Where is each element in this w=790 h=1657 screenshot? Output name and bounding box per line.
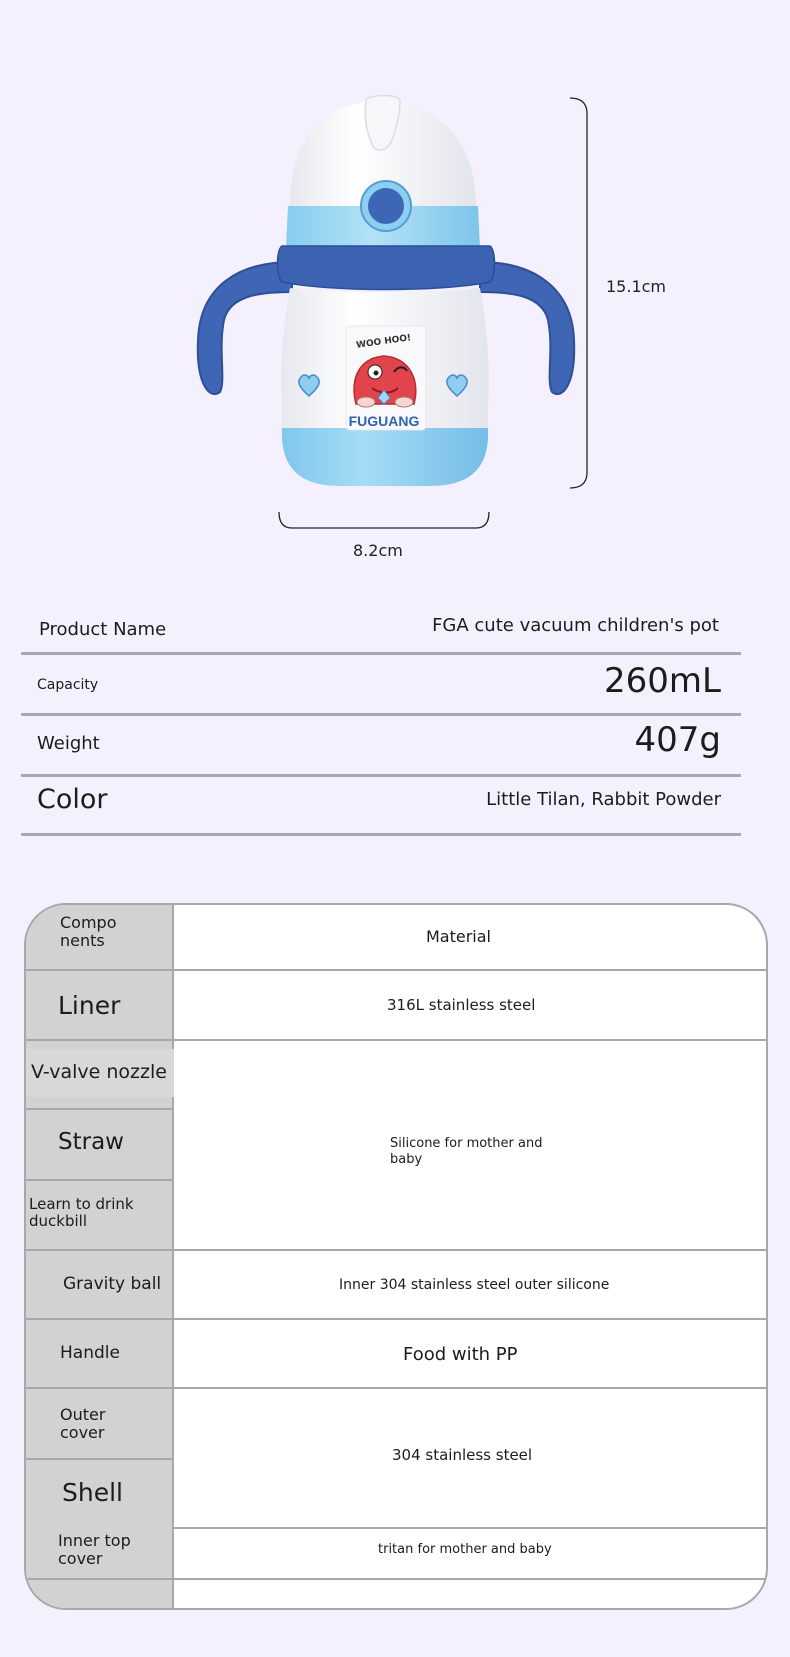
material-silicone-line1: Silicone for mother and (390, 1136, 543, 1151)
height-bracket (570, 98, 587, 488)
header-components (60, 914, 117, 949)
row-divider (26, 1039, 766, 1041)
row-divider (172, 1527, 766, 1529)
row-divider (26, 1108, 172, 1110)
component-inner-top-line1: Inner top (58, 1531, 131, 1550)
row-divider (26, 1318, 766, 1320)
row-divider (26, 1458, 172, 1460)
component-v-valve-nozzle: V-valve nozzle (26, 1049, 174, 1097)
right-handle (480, 262, 574, 394)
component-handle: Handle (60, 1343, 120, 1363)
material-tritan: tritan for mother and baby (378, 1542, 552, 1557)
height-dimension-label: 15.1cm (606, 277, 667, 296)
row-divider (26, 1179, 172, 1181)
component-duckbill (29, 1196, 134, 1229)
row-divider (26, 969, 766, 971)
sippy-cup-image (0, 0, 790, 560)
row-divider (26, 1578, 766, 1580)
material-handle: Food with PP (403, 1344, 518, 1365)
component-gravity-ball: Gravity ball (63, 1274, 162, 1294)
spec-row-color (21, 777, 741, 836)
cup-base (282, 428, 488, 486)
left-handle (198, 262, 292, 394)
lid-text: WOO HOO! (355, 333, 412, 351)
spec-label-weight: Weight (37, 733, 100, 754)
header-material: Material (426, 927, 491, 946)
spec-value-product-name: FGA cute vacuum children's pot (432, 615, 719, 636)
spec-value-weight: 407g (634, 720, 721, 760)
component-shell: Shell (62, 1478, 123, 1507)
brand-logo-text: FUGUANG (348, 413, 420, 429)
spec-row-weight (21, 716, 741, 777)
component-inner-top-cover (58, 1532, 131, 1567)
material-304-steel: 304 stainless steel (392, 1446, 533, 1464)
component-duckbill-line1: Learn to drink (29, 1195, 134, 1213)
spec-row-capacity (21, 655, 741, 716)
material-gravity-ball: Inner 304 stainless steel outer silicone (339, 1277, 610, 1293)
spec-value-color: Little Tilan, Rabbit Powder (486, 789, 721, 810)
width-dimension-label: 8.2cm (353, 541, 403, 560)
product-illustration (0, 0, 790, 560)
spec-value-capacity: 260mL (604, 661, 721, 701)
component-outer-cover-line1: Outer (60, 1405, 106, 1424)
component-duckbill-line2: duckbill (29, 1211, 87, 1230)
material-silicone (390, 1136, 542, 1167)
component-straw: Straw (58, 1129, 124, 1155)
header-components-line1: Compo (60, 913, 117, 932)
component-outer-cover-line2: cover (60, 1422, 105, 1442)
material-table (24, 903, 768, 1610)
material-liner: 316L stainless steel (387, 996, 536, 1014)
spec-label-color: Color (37, 784, 108, 815)
lid-button (368, 188, 404, 224)
spec-row-product-name (21, 605, 741, 655)
collar (278, 246, 495, 290)
width-bracket (279, 512, 489, 528)
component-liner: Liner (58, 991, 121, 1020)
row-divider (26, 1249, 766, 1251)
spec-label-capacity: Capacity (37, 677, 99, 693)
material-silicone-line2: baby (390, 1151, 423, 1167)
spec-label-product-name: Product Name (39, 619, 167, 640)
header-components-line2: nents (60, 930, 105, 950)
component-inner-top-line2: cover (58, 1548, 103, 1568)
row-divider (26, 1387, 766, 1389)
column-divider (172, 905, 174, 1608)
component-outer-cover (60, 1406, 105, 1441)
